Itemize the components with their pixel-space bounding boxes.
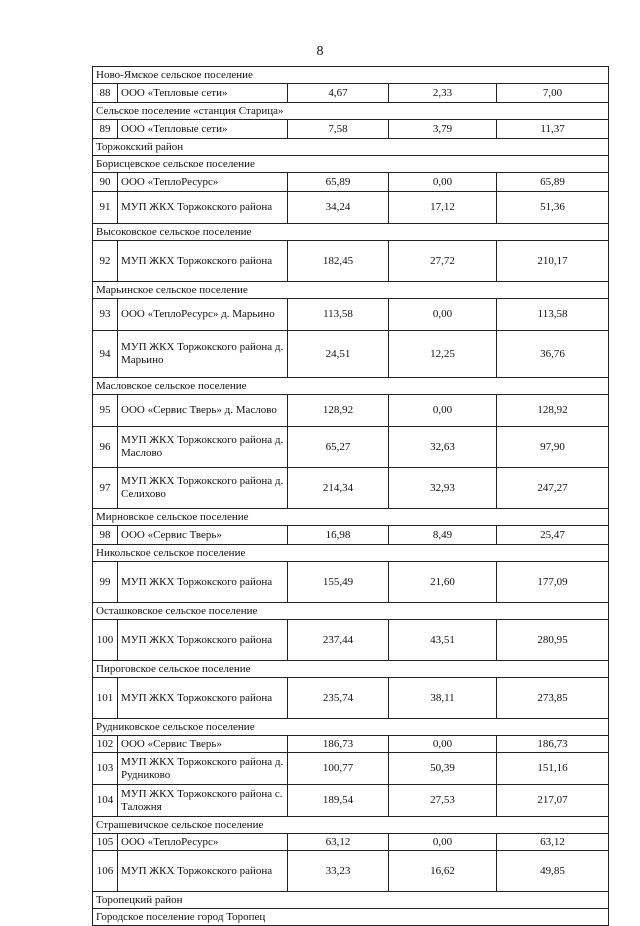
- value-cell-2: 27,53: [389, 785, 497, 817]
- value-cell-3: 36,76: [497, 331, 609, 378]
- value-cell-1: 100,77: [288, 753, 389, 785]
- organization-name: МУП ЖКХ Торжокского района: [118, 192, 288, 224]
- value-cell-3: 113,58: [497, 299, 609, 331]
- value-cell-3: 177,09: [497, 562, 609, 603]
- row-number: 89: [93, 120, 118, 139]
- row-number: 95: [93, 395, 118, 427]
- table-row: [93, 620, 609, 661]
- value-cell-2: 50,39: [389, 753, 497, 785]
- value-cell-3: 217,07: [497, 785, 609, 817]
- section-title: Ново-Ямское сельское поселение: [93, 67, 609, 84]
- organization-name: МУП ЖКХ Торжокского района: [118, 678, 288, 719]
- table-row: [93, 678, 609, 719]
- table-row: [93, 192, 609, 224]
- section-row: [93, 603, 609, 620]
- section-row: [93, 282, 609, 299]
- value-cell-3: 186,73: [497, 736, 609, 753]
- value-cell-2: 0,00: [389, 173, 497, 192]
- value-cell-2: 16,62: [389, 851, 497, 892]
- value-cell-3: 25,47: [497, 526, 609, 545]
- value-cell-2: 0,00: [389, 299, 497, 331]
- organization-name: МУП ЖКХ Торжокского района: [118, 562, 288, 603]
- organization-name: ООО «Сервис Тверь»: [118, 526, 288, 545]
- section-row: [93, 139, 609, 156]
- organization-name: ООО «Сервис Тверь» д. Маслово: [118, 395, 288, 427]
- value-cell-3: 210,17: [497, 241, 609, 282]
- page-number: 8: [316, 44, 324, 59]
- value-cell-2: 0,00: [389, 736, 497, 753]
- table-row: [93, 299, 609, 331]
- value-cell-2: 38,11: [389, 678, 497, 719]
- row-number: 90: [93, 173, 118, 192]
- section-title: Осташковское сельское поселение: [93, 603, 609, 620]
- value-cell-2: 12,25: [389, 331, 497, 378]
- value-cell-1: 33,23: [288, 851, 389, 892]
- table-row: [93, 427, 609, 468]
- value-cell-3: 63,12: [497, 834, 609, 851]
- value-cell-2: 2,33: [389, 84, 497, 103]
- table-row: [93, 241, 609, 282]
- table-row: [93, 526, 609, 545]
- value-cell-2: 0,00: [389, 395, 497, 427]
- value-cell-1: 34,24: [288, 192, 389, 224]
- table-row: [93, 468, 609, 509]
- value-cell-2: 43,51: [389, 620, 497, 661]
- row-number: 97: [93, 468, 118, 509]
- section-row: [93, 378, 609, 395]
- value-cell-2: 32,93: [389, 468, 497, 509]
- row-number: 105: [93, 834, 118, 851]
- tariff-table: [92, 66, 609, 926]
- table-row: [93, 84, 609, 103]
- value-cell-1: 186,73: [288, 736, 389, 753]
- row-number: 96: [93, 427, 118, 468]
- value-cell-3: 151,16: [497, 753, 609, 785]
- organization-name: МУП ЖКХ Торжокского района: [118, 620, 288, 661]
- value-cell-3: 65,89: [497, 173, 609, 192]
- table-row: [93, 736, 609, 753]
- row-number: 88: [93, 84, 118, 103]
- row-number: 104: [93, 785, 118, 817]
- section-title: Торопецкий район: [93, 892, 609, 909]
- section-row: [93, 661, 609, 678]
- organization-name: ООО «ТеплоРесурс»: [118, 173, 288, 192]
- value-cell-3: 49,85: [497, 851, 609, 892]
- organization-name: ООО «ТеплоРесурс» д. Марьино: [118, 299, 288, 331]
- table-row: [93, 120, 609, 139]
- section-row: [93, 909, 609, 926]
- row-number: 92: [93, 241, 118, 282]
- value-cell-2: 21,60: [389, 562, 497, 603]
- value-cell-1: 182,45: [288, 241, 389, 282]
- value-cell-1: 65,27: [288, 427, 389, 468]
- value-cell-1: 7,58: [288, 120, 389, 139]
- row-number: 94: [93, 331, 118, 378]
- value-cell-1: 237,44: [288, 620, 389, 661]
- value-cell-1: 63,12: [288, 834, 389, 851]
- section-title: Рудниковское сельское поселение: [93, 719, 609, 736]
- value-cell-2: 0,00: [389, 834, 497, 851]
- organization-name: ООО «Сервис Тверь»: [118, 736, 288, 753]
- table-row: [93, 562, 609, 603]
- section-title: Сельское поселение «станция Старица»: [93, 103, 609, 120]
- organization-name: МУП ЖКХ Торжокского района д. Рудниково: [118, 753, 288, 785]
- value-cell-2: 17,12: [389, 192, 497, 224]
- value-cell-3: 51,36: [497, 192, 609, 224]
- organization-name: МУП ЖКХ Торжокского района: [118, 851, 288, 892]
- value-cell-3: 11,37: [497, 120, 609, 139]
- organization-name: ООО «Тепловые сети»: [118, 120, 288, 139]
- row-number: 102: [93, 736, 118, 753]
- section-title: Торжокский район: [93, 139, 609, 156]
- value-cell-3: 7,00: [497, 84, 609, 103]
- table-row: [93, 395, 609, 427]
- row-number: 93: [93, 299, 118, 331]
- row-number: 100: [93, 620, 118, 661]
- value-cell-2: 3,79: [389, 120, 497, 139]
- value-cell-1: 155,49: [288, 562, 389, 603]
- organization-name: МУП ЖКХ Торжокского района д. Марьино: [118, 331, 288, 378]
- section-row: [93, 224, 609, 241]
- value-cell-1: 128,92: [288, 395, 389, 427]
- row-number: 98: [93, 526, 118, 545]
- section-row: [93, 545, 609, 562]
- organization-name: ООО «ТеплоРесурс»: [118, 834, 288, 851]
- section-title: Страшевичское сельское поселение: [93, 817, 609, 834]
- organization-name: ООО «Тепловые сети»: [118, 84, 288, 103]
- section-row: [93, 719, 609, 736]
- row-number: 103: [93, 753, 118, 785]
- table-row: [93, 851, 609, 892]
- value-cell-1: 24,51: [288, 331, 389, 378]
- section-title: Высоковское сельское поселение: [93, 224, 609, 241]
- organization-name: МУП ЖКХ Торжокского района: [118, 241, 288, 282]
- value-cell-1: 4,67: [288, 84, 389, 103]
- row-number: 91: [93, 192, 118, 224]
- table-row: [93, 753, 609, 785]
- value-cell-3: 247,27: [497, 468, 609, 509]
- value-cell-1: 16,98: [288, 526, 389, 545]
- section-title: Городское поселение город Торопец: [93, 909, 609, 926]
- table-row: [93, 834, 609, 851]
- section-title: Мирновское сельское поселение: [93, 509, 609, 526]
- value-cell-3: 273,85: [497, 678, 609, 719]
- section-row: [93, 509, 609, 526]
- row-number: 99: [93, 562, 118, 603]
- table-row: [93, 331, 609, 378]
- section-title: Масловское сельское поселение: [93, 378, 609, 395]
- section-row: [93, 817, 609, 834]
- row-number: 106: [93, 851, 118, 892]
- section-row: [93, 156, 609, 173]
- value-cell-3: 128,92: [497, 395, 609, 427]
- table-row: [93, 173, 609, 192]
- value-cell-1: 65,89: [288, 173, 389, 192]
- value-cell-2: 32,63: [389, 427, 497, 468]
- value-cell-1: 113,58: [288, 299, 389, 331]
- section-row: [93, 892, 609, 909]
- section-title: Никольское сельское поселение: [93, 545, 609, 562]
- section-title: Марьинское сельское поселение: [93, 282, 609, 299]
- value-cell-1: 214,34: [288, 468, 389, 509]
- row-number: 101: [93, 678, 118, 719]
- section-row: [93, 67, 609, 84]
- value-cell-3: 97,90: [497, 427, 609, 468]
- organization-name: МУП ЖКХ Торжокского района д. Маслово: [118, 427, 288, 468]
- table-row: [93, 785, 609, 817]
- organization-name: МУП ЖКХ Торжокского района с. Таложня: [118, 785, 288, 817]
- value-cell-2: 8,49: [389, 526, 497, 545]
- value-cell-1: 235,74: [288, 678, 389, 719]
- section-row: [93, 103, 609, 120]
- value-cell-3: 280,95: [497, 620, 609, 661]
- value-cell-1: 189,54: [288, 785, 389, 817]
- section-title: Пироговское сельское поселение: [93, 661, 609, 678]
- organization-name: МУП ЖКХ Торжокского района д. Селихово: [118, 468, 288, 509]
- tariff-table-body: [93, 67, 609, 926]
- section-title: Борисцевское сельское поселение: [93, 156, 609, 173]
- value-cell-2: 27,72: [389, 241, 497, 282]
